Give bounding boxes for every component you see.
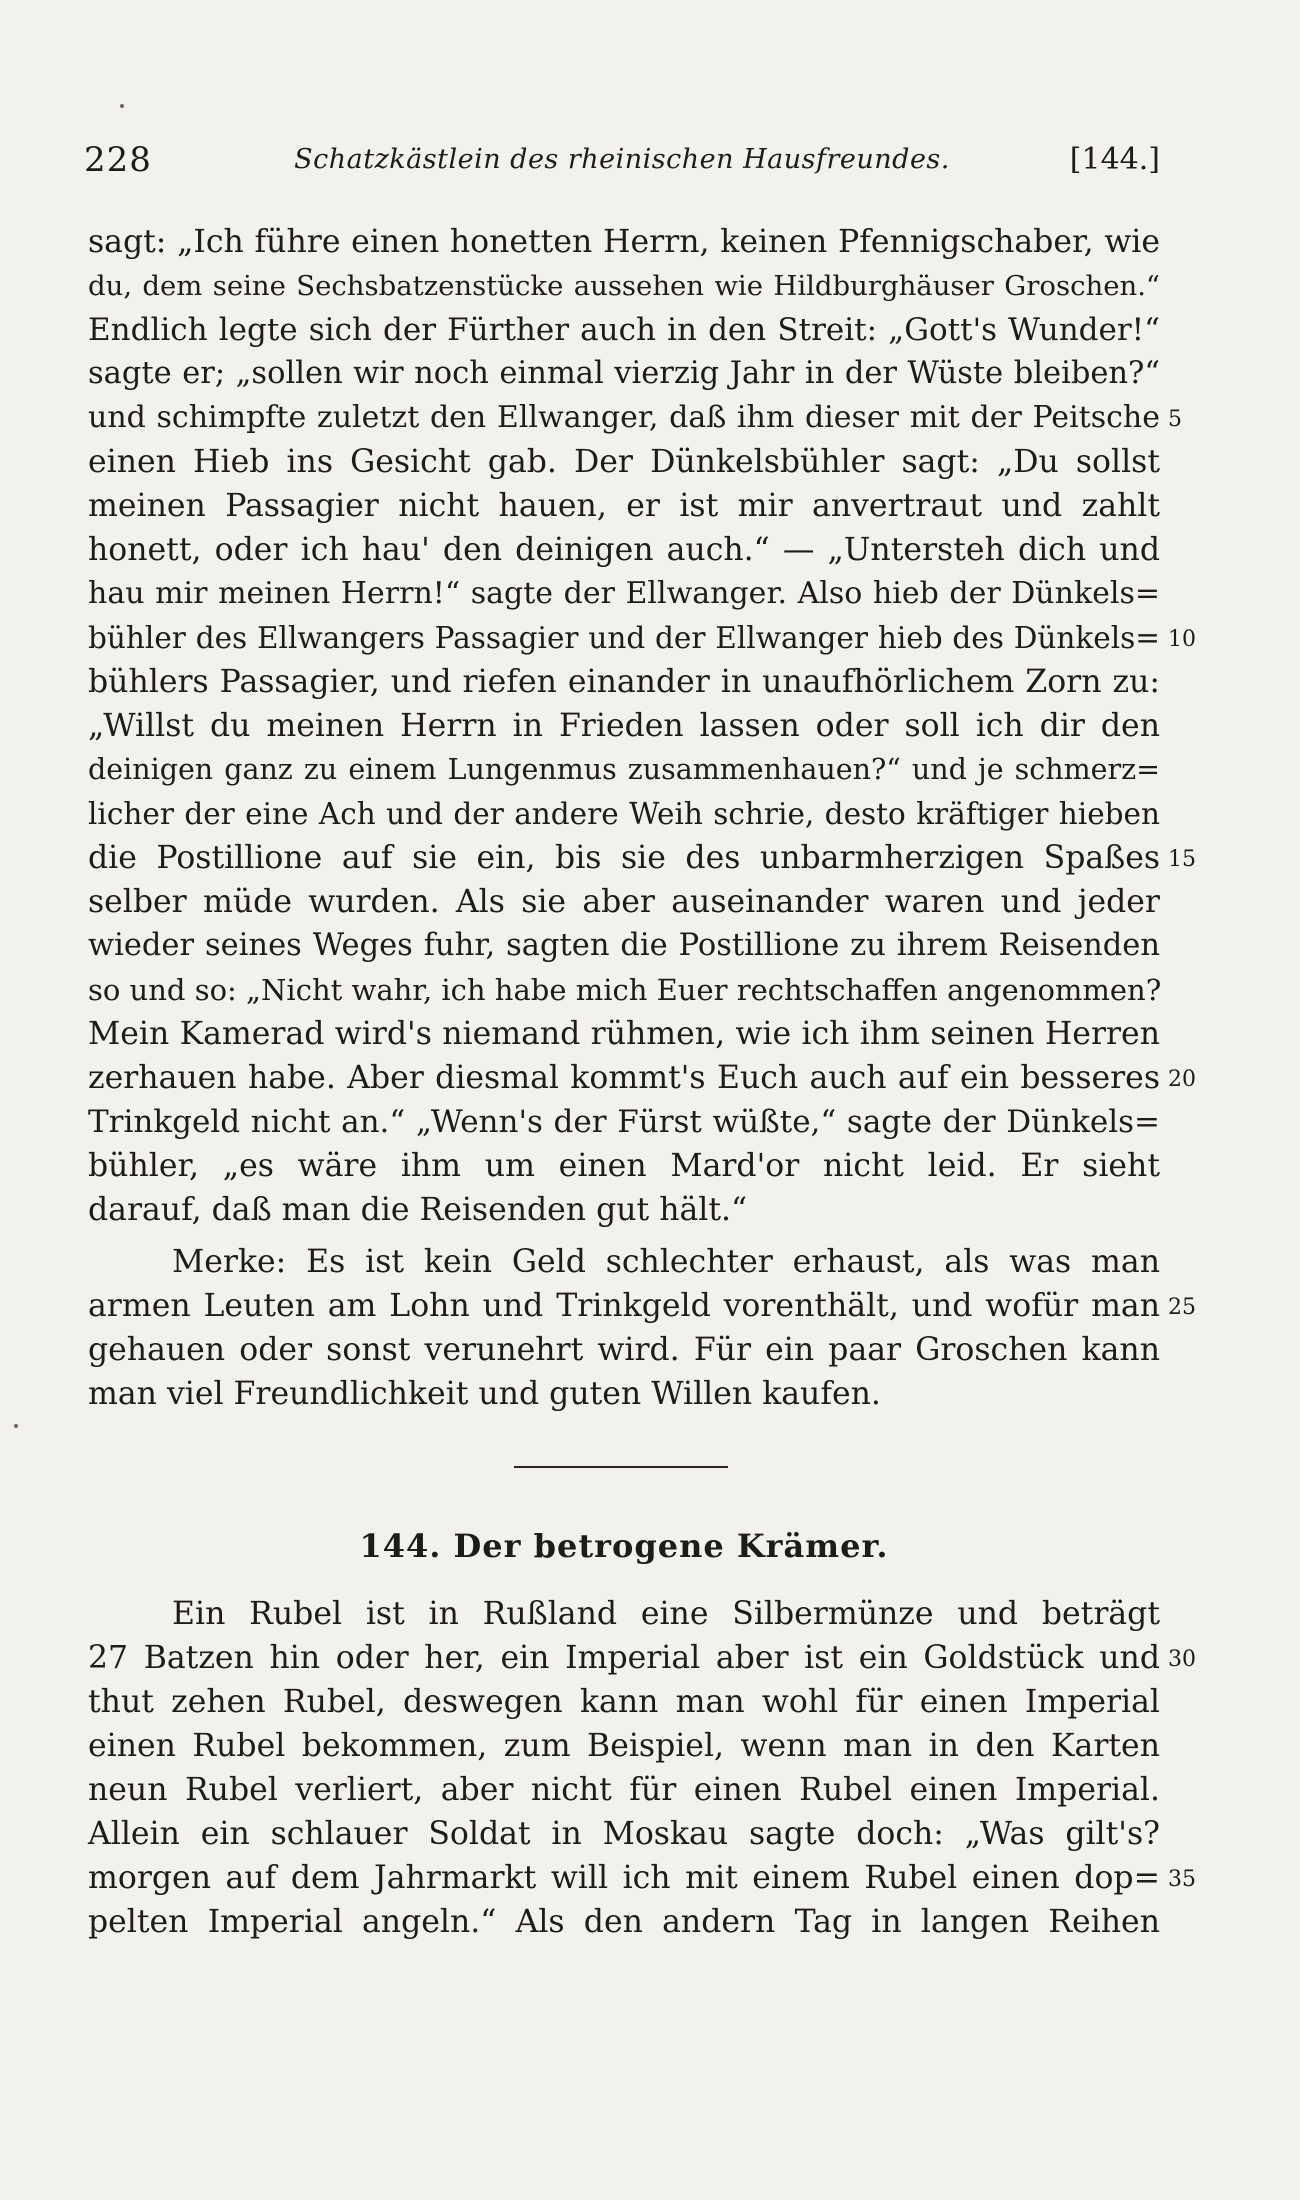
text-line: morgen auf dem Jahrmarkt will ich mit einem Rubel einen dop= — [88, 1860, 1160, 1896]
line-number: 5 — [1168, 407, 1182, 432]
text-line: bühlers Passagier, und riefen einander in unaufhörlichem Zorn zu: — [88, 664, 1160, 700]
section-heading — [88, 1521, 1160, 1571]
text-line: selber müde wurden. Als sie aber auseinander waren und jeder — [88, 884, 1160, 920]
text-line: thut zehen Rubel, deswegen kann man wohl für einen Imperial — [88, 1684, 1160, 1720]
text-line: die Postillione auf sie ein, bis sie des unbarmherzigen Spaßes — [88, 840, 1160, 876]
text-line: armen Leuten am Lohn und Trinkgeld vorenthält, und wofür man — [88, 1288, 1160, 1324]
text-line: Trinkgeld nicht an.“ „Wenn's der Fürst wüßte,“ sagte der Dünkels= — [88, 1104, 1160, 1140]
text-line: Endlich legte sich der Fürther auch in den Streit: „Gott's Wunder!“ — [88, 312, 1160, 348]
moral-line: Merke: Es ist kein Geld schlechter erhaust, als was man — [172, 1244, 1160, 1280]
text-line: bühler, „es wäre ihm um einen Mard'or nicht leid. Er sieht — [88, 1148, 1160, 1184]
text-line: Mein Kamerad wird's niemand rühmen, wie ich ihm seinen Herren — [88, 1016, 1160, 1052]
text-line: Allein ein schlauer Soldat in Moskau sagte doch: „Was gilt's? — [88, 1816, 1160, 1852]
text-line: man viel Freundlichkeit und guten Willen kaufen. — [88, 1376, 881, 1412]
text-line: honett, oder ich hau' den deinigen auch.“ — „Untersteh dich und — [88, 532, 1160, 568]
text-line: meinen Passagier nicht hauen, er ist mir anvertraut und zahlt — [88, 488, 1160, 524]
text-line: wieder seines Weges fuhr, sagten die Postillione zu ihrem Reisenden — [88, 928, 1160, 963]
page-header — [84, 138, 1160, 182]
text-line: zerhauen habe. Aber diesmal kommt's Euch auch auf ein besseres — [88, 1060, 1160, 1096]
line-number: 35 — [1168, 1867, 1196, 1892]
section-title: Der betrogene Krämer. — [453, 1527, 889, 1565]
text-line: und schimpfte zuletzt den Ellwanger, daß ihm dieser mit der Peitsche — [88, 400, 1160, 435]
text-line: pelten Imperial angeln.“ Als den andern Tag in langen Reihen — [88, 1904, 1160, 1940]
text-line: Ein Rubel ist in Rußland eine Silbermünze und beträgt — [172, 1596, 1160, 1632]
text-line: du, dem seine Sechsbatzenstücke aussehen wie Hildburghäuser Groschen.“ — [88, 270, 1160, 302]
text-line: „Willst du meinen Herrn in Frieden lassen oder soll ich dir den — [88, 708, 1160, 744]
text-line: gehauen oder sonst verunehrt wird. Für ein paar Groschen kann — [88, 1332, 1160, 1368]
line-number: 20 — [1168, 1067, 1196, 1092]
story-reference: [144.] — [1069, 142, 1160, 177]
page-number: 228 — [84, 140, 152, 180]
text-line: neun Rubel verliert, aber nicht für einen Rubel einen Imperial. — [88, 1772, 1160, 1808]
text-line: darauf, daß man die Reisenden gut hält.“ — [88, 1192, 748, 1228]
text-line: so und so: „Nicht wahr, ich habe mich Euer rechtschaffen angenommen? — [88, 973, 1162, 1007]
section-number: 144. — [359, 1527, 442, 1565]
text-line: deinigen ganz zu einem Lungenmus zusammenhauen?“ und je schmerz= — [88, 753, 1160, 786]
text-line: hau mir meinen Herrn!“ sagte der Ellwanger. Also hieb der Dünkels= — [88, 576, 1160, 611]
line-number: 15 — [1168, 847, 1196, 872]
text-line: sagte er; „sollen wir noch einmal vierzig Jahr in der Wüste bleiben?“ — [88, 356, 1160, 391]
running-title: Schatzkästlein des rheinischen Hausfreundes. — [294, 144, 950, 175]
text-line: einen Rubel bekommen, zum Beispiel, wenn man in den Karten — [88, 1728, 1160, 1764]
line-number: 30 — [1168, 1647, 1196, 1672]
text-line: sagt: „Ich führe einen honetten Herrn, keinen Pfennigschaber, wie — [88, 224, 1160, 260]
print-speck — [120, 104, 124, 108]
line-number: 25 — [1168, 1295, 1196, 1320]
text-line: bühler des Ellwangers Passagier und der Ellwanger hieb des Dünkels= — [88, 621, 1160, 655]
text-line: licher der eine Ach und der andere Weih schrie, desto kräftiger hieben — [88, 797, 1160, 831]
text-line: 27 Batzen hin oder her, ein Imperial aber ist ein Goldstück und — [88, 1640, 1160, 1676]
text-line: einen Hieb ins Gesicht gab. Der Dünkelsbühler sagt: „Du sollst — [88, 444, 1160, 480]
section-divider — [514, 1466, 728, 1468]
print-speck — [14, 1424, 18, 1428]
line-number: 10 — [1168, 627, 1196, 652]
